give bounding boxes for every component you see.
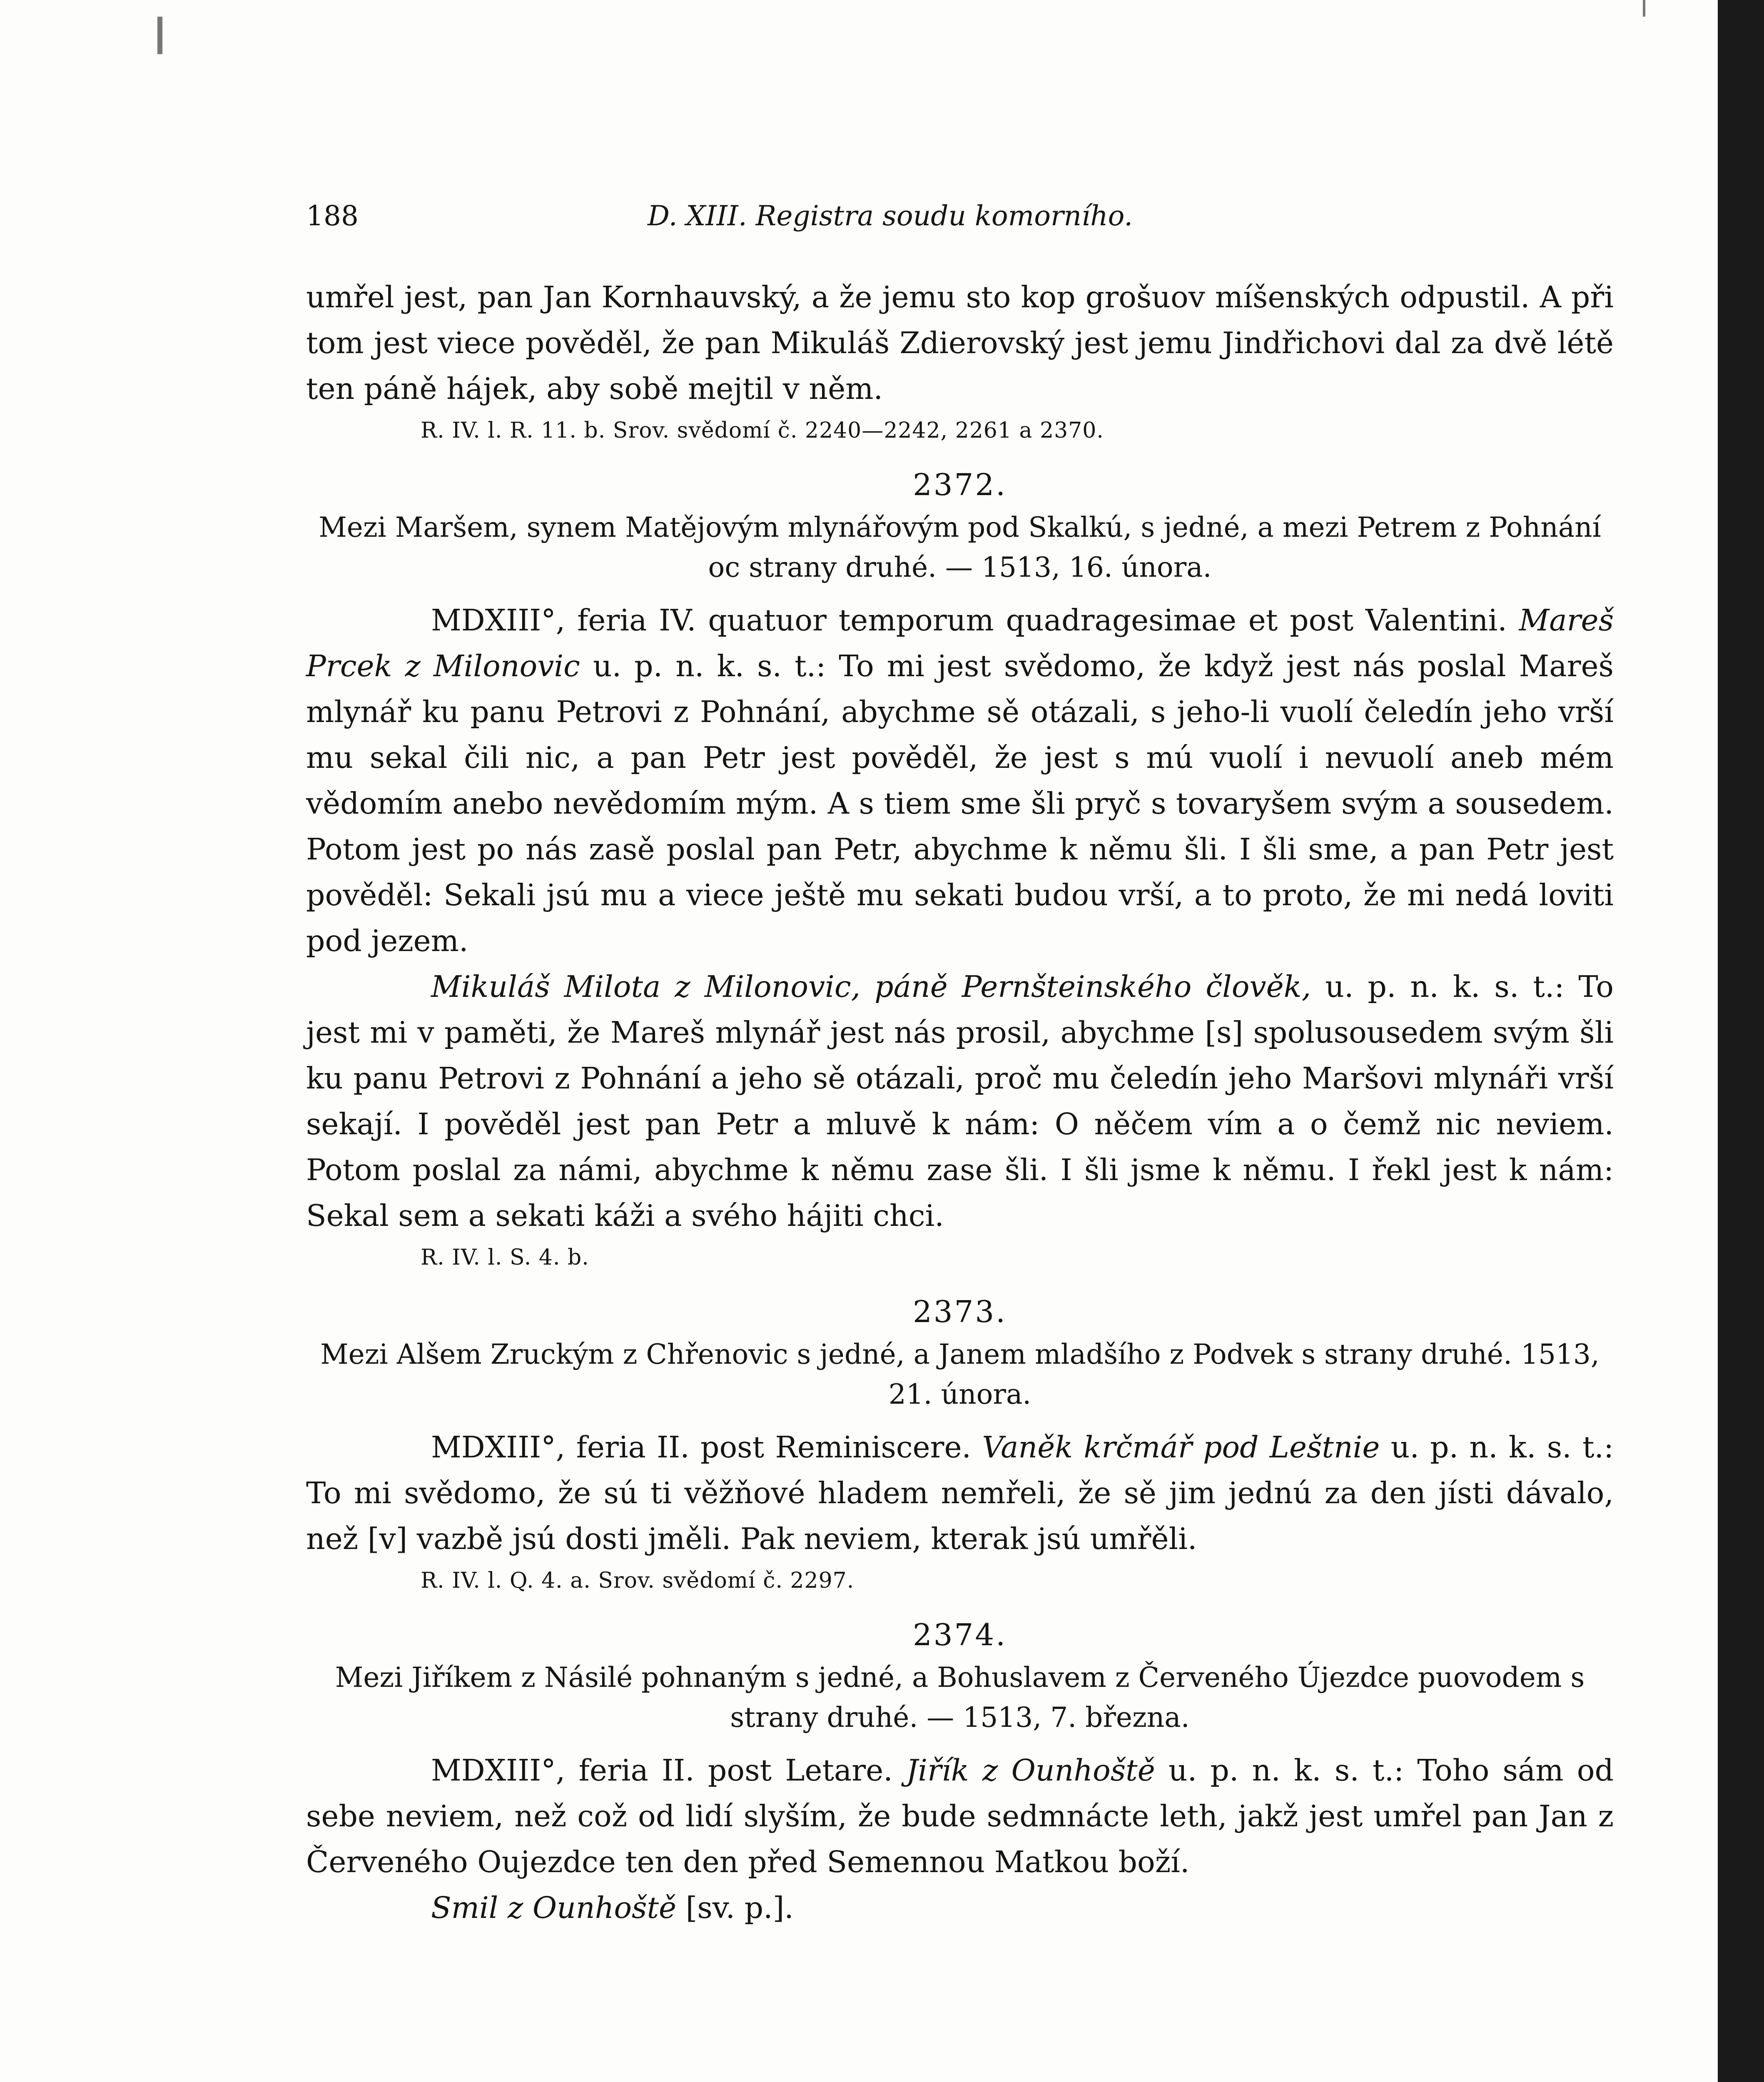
entry-summary: Mezi Alšem Zruckým z Chřenovic s jedné, a Janem mladšího z Podvek s strany druhé. 1513, 21. února. (320, 1338, 1600, 1410)
entry-number: 2374. (912, 1617, 1007, 1652)
source-reference: R. IV. l. S. 4. b. (421, 1245, 589, 1270)
witness-name: Vaněk krčmář pod Leštnie (982, 1430, 1380, 1464)
entry-summary: Mezi Maršem, synem Matějovým mlynářovým pod Skalkú, s jedné, a mezi Petrem z Pohnání oc strany druhé. — 1513, 16. února. (319, 511, 1601, 583)
page-header (306, 200, 1614, 235)
scan-mark (1643, 0, 1645, 17)
source-reference: R. IV. l. R. 11. b. Srov. svědomí č. 2240—2242, 2261 a 2370. (421, 418, 1104, 443)
witness-name: Jiřík z Ounhoště (906, 1753, 1155, 1788)
testimony-text: u. p. n. k. s. t.: To mi svědomo, že sú ti věžňové hladem nemřeli, že sě jim jednú za den jísti dávalo, než [v] vazbě jsú dosti jměli. Pak neviem, kterak jsú umřěli. (306, 1430, 1614, 1556)
testimony-text: u. p. n. k. s. t.: Toho sám od sebe neviem, než což od lidí slyším, že bude sedmnácte leth, jakž jest umřel pan Jan z Červeného Oujezdce ten den před Semennou Matkou boží. (306, 1753, 1614, 1879)
entry-number: 2372. (912, 467, 1007, 502)
entry-number: 2373. (912, 1294, 1007, 1329)
testimony-text: [sv. p.]. (685, 1890, 794, 1925)
witness-name: Mikuláš Milota z Milonovic, páně Pernšteinského člověk, (431, 969, 1311, 1004)
testimony-paragraph (306, 1425, 1614, 1562)
continuation-paragraph: umřel jest, pan Jan Kornhauvský, a že jemu sto kop grošuov míšenských odpustil. A při tom jest viece pověděl, že pan Mikuláš Zdierovský jest jemu Jindřichovi dal za dvě létě ten páně hájek, aby sobě mejtil v něm. (306, 280, 1614, 406)
date-lead: MDXIII°, feria II. post Reminiscere. (431, 1430, 972, 1464)
witness-name: Smil z Ounhoště (431, 1890, 677, 1925)
testimony-paragraph (306, 964, 1614, 1239)
testimony-paragraph (306, 598, 1614, 964)
page-number: 188 (306, 200, 359, 232)
testimony-paragraph (306, 1748, 1614, 1885)
source-reference: R. IV. l. Q. 4. a. Srov. svědomí č. 2297. (421, 1568, 855, 1593)
page-content (306, 200, 1614, 1931)
entry-summary: Mezi Jiříkem z Násilé pohnaným s jedné, a Bohuslavem z Červeného Újezdce puovodem s strany druhé. — 1513, 7. března. (335, 1661, 1585, 1733)
scan-mark (157, 17, 162, 54)
testimony-text: u. p. n. k. s. t.: To mi jest svědomo, že když jest nás poslal Mareš mlynář ku panu Petrovi z Pohnání, abychme sě otázali, s jeho-li vuolí čeledín jeho vrší mu sekal čili nic, a pan Petr jest pověděl, že jest s mú vuolí i nevuolí aneb mém vědomím anebo nevědomím mým. A s tiem sme šli pryč s tovaryšem svým a sousedem. Potom jest po nás zasě poslal pan Petr, abychme k němu šli. I šli sme, a pan Petr jest pověděl: Sekali jsú mu a viece ještě mu sekati budou vrší, a to proto, že mi nedá loviti pod jezem. (306, 649, 1614, 958)
testimony-paragraph (306, 1885, 1614, 1931)
date-lead: MDXIII°, feria II. post Letare. (431, 1753, 893, 1788)
witness-name: Mareš Prcek z Milonovic (306, 603, 1614, 683)
date-lead: MDXIII°, feria IV. quatuor temporum quadragesimae et post Valentini. (431, 603, 1507, 638)
testimony-text: u. p. n. k. s. t.: To jest mi v paměti, že Mareš mlynář jest nás prosil, abychme [s] spolusousedem svým šli ku panu Petrovi z Pohnání a jeho sě otázali, proč mu čeledín jeho Maršovi mlynáři vrší sekají. I pověděl jest pan Petr a mluvě k nám: O něčem vím a o čemž nic neviem. Potom poslal za námi, abychme k němu zase šli. I šli jsme k němu. I řekl jest k nám: Sekal sem a sekati káži a svého hájiti chci. (306, 969, 1614, 1233)
running-title: D. XIII. Registra soudu komorního. (648, 200, 1133, 232)
